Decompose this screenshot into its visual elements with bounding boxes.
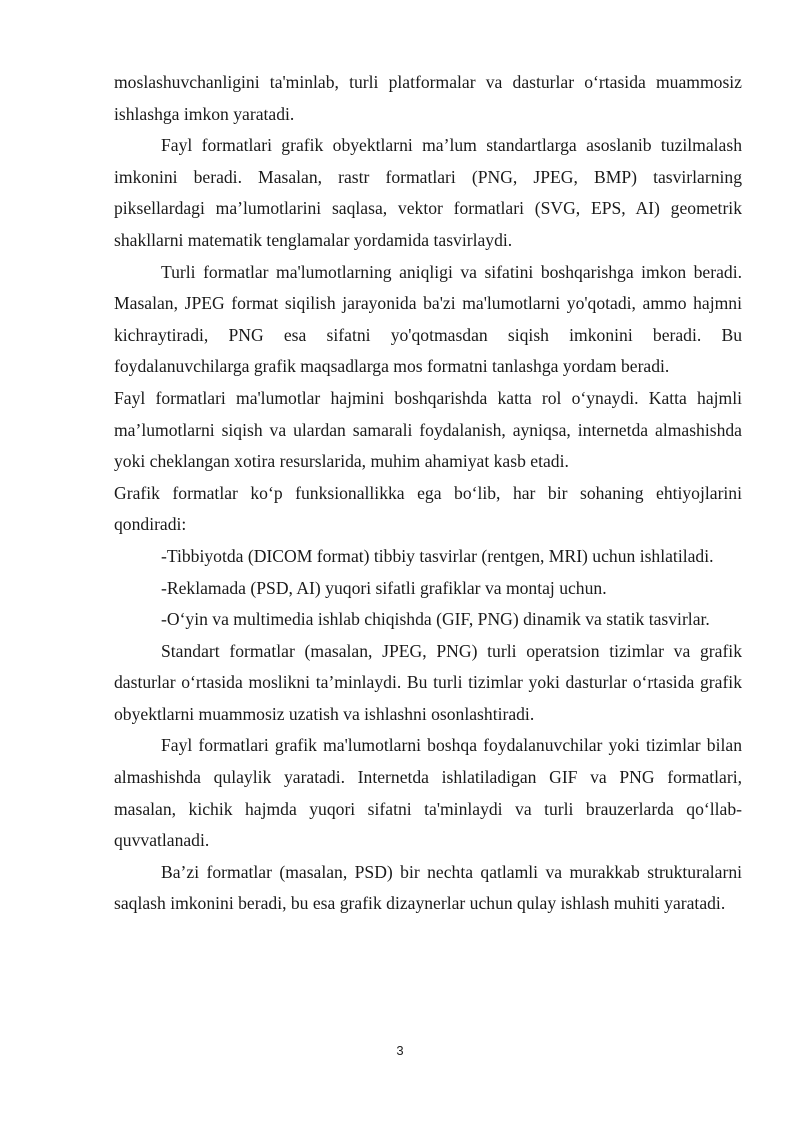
paragraph: Fayl formatlari grafik obyektlarni ma’lum standartlarga asoslanib tuzilmalash imkonini beradi. Masalan, rastr formatlari (PNG, JPEG, BMP) tasvirlarning piksellardagi ma’lumotlarini saqlasa, vektor formatlari (SVG, EPS, AI) geometrik shakllarni matematik tenglamalar yordamida tasvirlaydi.: [114, 135, 742, 250]
paragraph: Grafik formatlar ko‘p funksionallikka ega bo‘lib, har bir sohaning ehtiyojlarini qondiradi:: [114, 482, 742, 535]
list-item: -Reklamada (PSD, AI) yuqori sifatli grafiklar va montaj uchun.: [161, 577, 607, 598]
paragraph: Fayl formatlari grafik ma'lumotlarni boshqa foydalanuvchilar yoki tizimlar bilan almashishda qulaylik yaratadi. Internetda ishlatiladigan GIF va PNG formatlari, masalan, kichik hajmda yuqori sifatni ta'minlaydi va turli brauzerlarda qo‘llab-quvvatlanadi.: [114, 735, 742, 851]
list-item: -Tibbiyotda (DICOM format) tibbiy tasvirlar (rentgen, MRI) uchun ishlatiladi.: [161, 545, 714, 566]
list-item: -O‘yin va multimedia ishlab chiqishda (GIF, PNG) dinamik va statik tasvirlar.: [161, 609, 710, 630]
paragraph: Turli formatlar ma'lumotlarning aniqligi va sifatini boshqarishga imkon beradi. Masalan, JPEG format siqilish jarayonida ba'zi ma'lumotlarni yo'qotadi, ammo hajmni kichraytiradi, PNG esa sifatni yo'qotmasdan siqish imkonini beradi. Bu foydalanuvchilarga grafik maqsadlarga mos formatni tanlashga yordam beradi.: [114, 261, 742, 377]
document-body: [114, 67, 742, 920]
paragraph: moslashuvchanligini ta'minlab, turli platformalar va dasturlar o‘rtasida muammosiz ishlashga imkon yaratadi.: [114, 72, 742, 124]
paragraph: Standart formatlar (masalan, JPEG, PNG) turli operatsion tizimlar va grafik dasturlar o‘rtasida moslikni ta’minlaydi. Bu turli tizimlar yoki dasturlar o‘rtasida grafik obyektlarni muammosiz uzatish va ishlashni osonlashtiradi.: [114, 640, 742, 724]
page-number: 3: [396, 1043, 404, 1058]
paragraph: Ba’zi formatlar (masalan, PSD) bir nechta qatlamli va murakkab strukturalarni saqlash imkonini beradi, bu esa grafik dizaynerlar uchun qulay ishlash muhiti yaratadi.: [114, 861, 742, 914]
paragraph: Fayl formatlari ma'lumotlar hajmini boshqarishda katta rol o‘ynaydi. Katta hajmli ma’lumotlarni siqish va ulardan samarali foydalanish, ayniqsa, internetda almashishda yoki cheklangan xotira resurslarida, muhim ahamiyat kasb etadi.: [114, 387, 742, 472]
